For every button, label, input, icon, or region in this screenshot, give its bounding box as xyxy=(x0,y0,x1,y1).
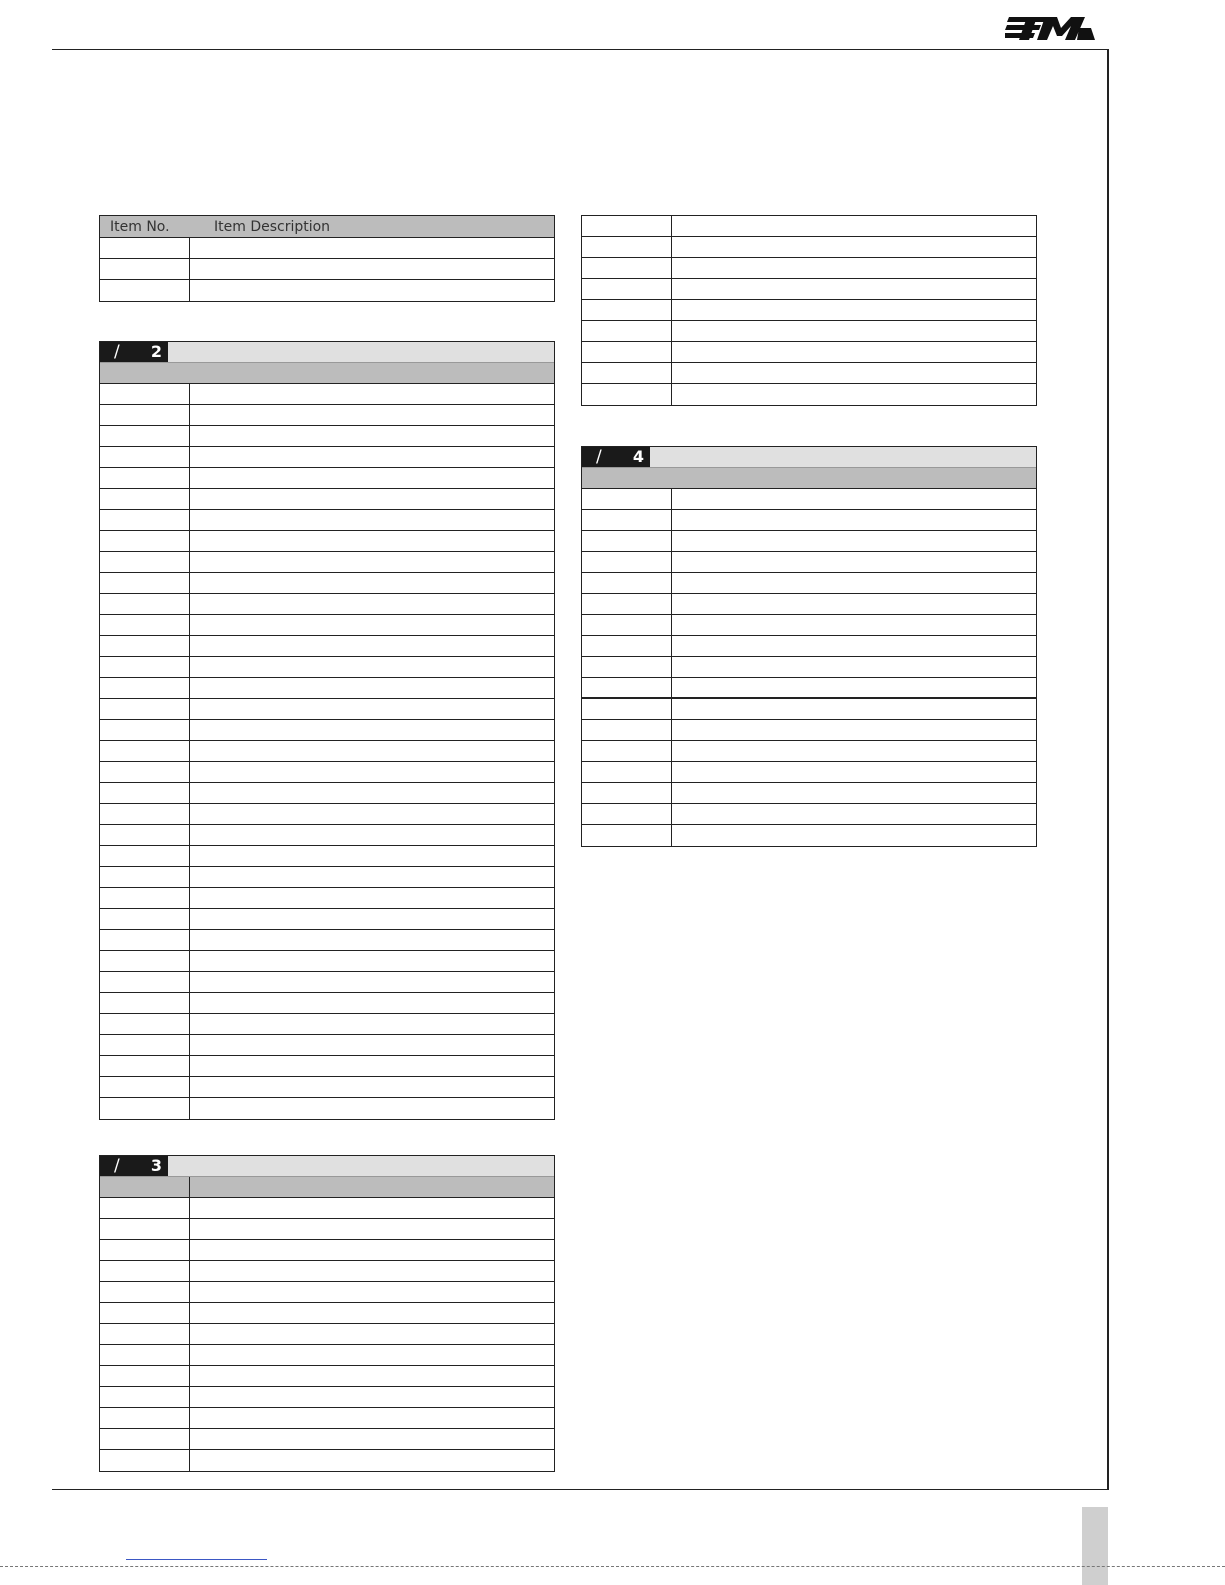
section-3-table xyxy=(99,1155,555,1472)
item-no-cell xyxy=(100,531,190,551)
item-no-cell xyxy=(100,1345,190,1365)
item-description-cell xyxy=(190,846,554,866)
item-description-cell xyxy=(672,825,1036,846)
item-no-cell xyxy=(582,279,672,299)
right-rule xyxy=(1107,49,1109,1490)
item-no-cell xyxy=(100,447,190,467)
item-description-cell xyxy=(190,972,554,992)
table-row xyxy=(100,238,554,259)
table-row xyxy=(100,489,554,510)
item-description-cell xyxy=(190,1014,554,1034)
table-row xyxy=(100,1366,554,1387)
item-description-cell xyxy=(190,426,554,446)
brand-logo xyxy=(1005,14,1097,42)
item-no-cell xyxy=(100,678,190,698)
table-row xyxy=(100,1077,554,1098)
section-number: 2 xyxy=(150,342,162,361)
table-row xyxy=(100,510,554,531)
section-badge: / 4 xyxy=(582,447,650,467)
table-row xyxy=(100,1240,554,1261)
item-description-cell xyxy=(190,1345,554,1365)
table-row xyxy=(582,594,1036,615)
item-no-cell xyxy=(100,636,190,656)
item-description-cell xyxy=(672,510,1036,530)
item-description-cell xyxy=(672,321,1036,341)
table-row xyxy=(582,237,1036,258)
table-row xyxy=(100,846,554,867)
item-description-cell xyxy=(672,342,1036,362)
table-row xyxy=(100,951,554,972)
item-no-cell xyxy=(100,1261,190,1281)
item-no-cell xyxy=(582,489,672,509)
item-description-cell xyxy=(672,489,1036,509)
table-row xyxy=(100,552,554,573)
item-description-cell xyxy=(190,1219,554,1239)
item-no-cell xyxy=(100,762,190,782)
item-description-cell xyxy=(190,1324,554,1344)
item-description-cell xyxy=(190,720,554,740)
item-description-cell xyxy=(190,1366,554,1386)
item-no-cell xyxy=(100,1450,190,1471)
table-row xyxy=(100,531,554,552)
item-description-cell xyxy=(190,825,554,845)
item-no-cell xyxy=(100,846,190,866)
item-description-cell xyxy=(672,699,1036,719)
item-no-cell xyxy=(100,867,190,887)
table-row xyxy=(100,1198,554,1219)
top-rule xyxy=(52,49,1108,50)
item-no-cell xyxy=(100,1035,190,1055)
item-description-cell xyxy=(190,951,554,971)
table-row xyxy=(100,867,554,888)
item-no-cell xyxy=(100,489,190,509)
table-row xyxy=(100,972,554,993)
table-row xyxy=(100,909,554,930)
table-row xyxy=(100,993,554,1014)
section-number: 3 xyxy=(150,1156,162,1175)
item-no-cell xyxy=(100,825,190,845)
table-row xyxy=(100,615,554,636)
item-no-cell xyxy=(100,741,190,761)
item-description-cell xyxy=(190,1198,554,1218)
item-description-cell xyxy=(190,405,554,425)
item-description-cell xyxy=(190,636,554,656)
table-row xyxy=(100,468,554,489)
item-description-cell xyxy=(672,678,1036,697)
item-no-cell xyxy=(582,804,672,824)
table-row xyxy=(100,699,554,720)
item-description-cell xyxy=(190,909,554,929)
table-row xyxy=(100,384,554,405)
item-no-cell xyxy=(100,1282,190,1302)
item-description-cell xyxy=(672,300,1036,320)
item-no-cell xyxy=(100,1014,190,1034)
item-description-cell xyxy=(190,741,554,761)
table-row xyxy=(582,825,1036,846)
table-row xyxy=(100,1345,554,1366)
table-row xyxy=(582,720,1036,741)
item-description-cell xyxy=(190,1056,554,1076)
item-no-cell xyxy=(582,510,672,530)
item-no-cell xyxy=(582,741,672,761)
table-row xyxy=(100,1014,554,1035)
page-tab xyxy=(1082,1507,1108,1585)
item-no-cell xyxy=(100,657,190,677)
item-no-cell xyxy=(582,657,672,677)
table-row xyxy=(582,216,1036,237)
table-row xyxy=(100,783,554,804)
table-row xyxy=(100,1387,554,1408)
table-header xyxy=(100,216,554,238)
table-row xyxy=(100,405,554,426)
item-description-cell xyxy=(672,237,1036,257)
item-description-cell xyxy=(190,468,554,488)
item-no-cell xyxy=(582,237,672,257)
item-no-cell xyxy=(582,594,672,614)
table-row xyxy=(582,636,1036,657)
item-no-cell xyxy=(582,615,672,635)
item-no-cell xyxy=(100,783,190,803)
item-no-cell xyxy=(100,468,190,488)
item-no-cell xyxy=(582,363,672,383)
item-description-cell xyxy=(190,1429,554,1449)
item-description-cell xyxy=(672,762,1036,782)
item-description-cell xyxy=(190,804,554,824)
table-row xyxy=(100,1303,554,1324)
item-no-cell xyxy=(100,888,190,908)
table-row xyxy=(582,783,1036,804)
item-description-cell xyxy=(672,384,1036,405)
table-row xyxy=(100,280,554,301)
table-row xyxy=(582,804,1036,825)
table-row xyxy=(100,888,554,909)
item-no-cell xyxy=(582,762,672,782)
table-row xyxy=(100,1261,554,1282)
table-row xyxy=(582,258,1036,279)
item-no-cell xyxy=(100,720,190,740)
item-description-cell xyxy=(190,1387,554,1407)
item-description-cell xyxy=(672,279,1036,299)
item-no-cell xyxy=(100,993,190,1013)
footer-link-underline[interactable] xyxy=(126,1559,267,1560)
item-no-cell xyxy=(100,1219,190,1239)
table-row xyxy=(582,762,1036,783)
item-no-cell xyxy=(582,720,672,740)
item-no-cell xyxy=(100,804,190,824)
item-description-cell xyxy=(190,1408,554,1428)
item-description-cell xyxy=(190,615,554,635)
item-description-cell xyxy=(672,804,1036,824)
table-row xyxy=(100,741,554,762)
table-row xyxy=(582,531,1036,552)
table-row xyxy=(100,594,554,615)
item-description-cell xyxy=(190,1035,554,1055)
item-no-cell xyxy=(582,783,672,803)
item-no-cell xyxy=(100,909,190,929)
item-description-cell xyxy=(190,489,554,509)
item-no-cell xyxy=(100,1429,190,1449)
section-subheader xyxy=(100,363,554,384)
section-number: 4 xyxy=(632,447,644,466)
section-band xyxy=(582,447,1036,468)
item-description-cell xyxy=(672,552,1036,572)
item-no-cell xyxy=(100,930,190,950)
section-subheader xyxy=(582,468,1036,489)
item-no-cell xyxy=(582,342,672,362)
table-row xyxy=(100,825,554,846)
item-no-cell xyxy=(100,384,190,404)
table-row xyxy=(100,720,554,741)
item-description-cell xyxy=(190,552,554,572)
continuation-table xyxy=(581,215,1037,406)
section-badge: / 2 xyxy=(100,342,168,362)
table-row xyxy=(582,678,1036,699)
item-no-cell xyxy=(100,1303,190,1323)
table-row xyxy=(100,1219,554,1240)
item-no-cell xyxy=(100,615,190,635)
item-no-cell xyxy=(100,1408,190,1428)
table-row xyxy=(582,741,1036,762)
table-row xyxy=(100,447,554,468)
item-no-cell xyxy=(100,972,190,992)
item-description-cell xyxy=(190,447,554,467)
item-no-cell xyxy=(100,573,190,593)
table-row xyxy=(100,1035,554,1056)
item-description-cell xyxy=(190,531,554,551)
item-no-cell xyxy=(100,1387,190,1407)
table-row xyxy=(582,342,1036,363)
item-description-cell xyxy=(190,678,554,698)
table-row xyxy=(582,279,1036,300)
intro-table xyxy=(99,215,555,302)
table-row xyxy=(582,573,1036,594)
item-no-cell xyxy=(100,1098,190,1119)
item-description-cell xyxy=(190,930,554,950)
table-row xyxy=(100,636,554,657)
item-description-cell xyxy=(672,258,1036,278)
item-no-header: Item No. xyxy=(110,218,170,235)
table-row xyxy=(582,363,1036,384)
item-no-cell xyxy=(100,1324,190,1344)
table-row xyxy=(100,1324,554,1345)
section-4-table xyxy=(581,446,1037,847)
item-no-cell xyxy=(582,636,672,656)
item-description-cell xyxy=(190,888,554,908)
item-no-cell xyxy=(582,825,672,846)
section-band xyxy=(100,342,554,363)
item-no-cell xyxy=(100,1056,190,1076)
item-no-cell xyxy=(100,594,190,614)
table-row xyxy=(582,384,1036,405)
table-row xyxy=(100,1098,554,1119)
table-row xyxy=(100,678,554,699)
item-no-cell xyxy=(582,678,672,697)
item-no-cell xyxy=(582,216,672,236)
table-row xyxy=(100,1450,554,1471)
table-row xyxy=(100,1429,554,1450)
item-description-cell xyxy=(672,594,1036,614)
item-description-cell xyxy=(672,783,1036,803)
item-description-cell xyxy=(190,762,554,782)
table-row xyxy=(582,699,1036,720)
item-description-cell xyxy=(190,1098,554,1119)
item-no-cell xyxy=(100,510,190,530)
item-description-cell xyxy=(190,384,554,404)
item-description-cell xyxy=(190,1282,554,1302)
item-description-cell xyxy=(672,531,1036,551)
item-no-cell xyxy=(100,1366,190,1386)
item-no-cell xyxy=(100,405,190,425)
item-description-cell xyxy=(672,363,1036,383)
section-2-table xyxy=(99,341,555,1120)
item-no-cell xyxy=(582,531,672,551)
table-row xyxy=(100,1282,554,1303)
item-description-cell xyxy=(190,510,554,530)
table-row xyxy=(582,552,1036,573)
bottom-rule xyxy=(52,1489,1108,1490)
item-no-cell xyxy=(582,552,672,572)
item-no-cell xyxy=(582,573,672,593)
item-no-cell xyxy=(100,1077,190,1097)
table-row xyxy=(582,489,1036,510)
table-row xyxy=(100,657,554,678)
item-no-cell xyxy=(582,258,672,278)
table-row xyxy=(582,321,1036,342)
table-row xyxy=(100,804,554,825)
item-description-cell xyxy=(672,615,1036,635)
section-subheader xyxy=(100,1177,554,1198)
table-row xyxy=(582,657,1036,678)
table-row xyxy=(100,573,554,594)
table-row xyxy=(100,930,554,951)
item-no-cell xyxy=(100,552,190,572)
item-description-cell xyxy=(672,720,1036,740)
item-no-cell xyxy=(100,426,190,446)
table-row xyxy=(100,1408,554,1429)
item-description-cell xyxy=(190,867,554,887)
table-row xyxy=(100,259,554,280)
item-description-cell xyxy=(190,573,554,593)
table-row xyxy=(100,426,554,447)
item-description-cell xyxy=(672,741,1036,761)
item-description-cell xyxy=(190,783,554,803)
item-no-cell xyxy=(100,699,190,719)
item-description-cell xyxy=(190,1450,554,1471)
section-badge: / 3 xyxy=(100,1156,168,1176)
footer-dotted-line xyxy=(0,1566,1225,1567)
table-row xyxy=(582,615,1036,636)
item-description-cell xyxy=(190,1077,554,1097)
item-description-cell xyxy=(672,573,1036,593)
item-no-cell xyxy=(582,300,672,320)
item-description-cell xyxy=(190,657,554,677)
item-description-header: Item Description xyxy=(214,218,331,235)
item-no-cell xyxy=(100,1240,190,1260)
item-no-cell xyxy=(582,321,672,341)
table-row xyxy=(100,762,554,783)
section-band xyxy=(100,1156,554,1177)
item-description-cell xyxy=(190,594,554,614)
item-description-cell xyxy=(190,993,554,1013)
table-row xyxy=(582,300,1036,321)
item-description-cell xyxy=(190,1303,554,1323)
table-row xyxy=(100,1056,554,1077)
item-description-cell xyxy=(190,1240,554,1260)
item-description-cell xyxy=(190,699,554,719)
item-no-cell xyxy=(582,699,672,719)
item-description-cell xyxy=(672,216,1036,236)
item-no-cell xyxy=(582,384,672,405)
item-description-cell xyxy=(672,657,1036,677)
item-no-cell xyxy=(100,1198,190,1218)
item-description-cell xyxy=(672,636,1036,656)
table-row xyxy=(582,510,1036,531)
item-description-cell xyxy=(190,1261,554,1281)
item-no-cell xyxy=(100,951,190,971)
